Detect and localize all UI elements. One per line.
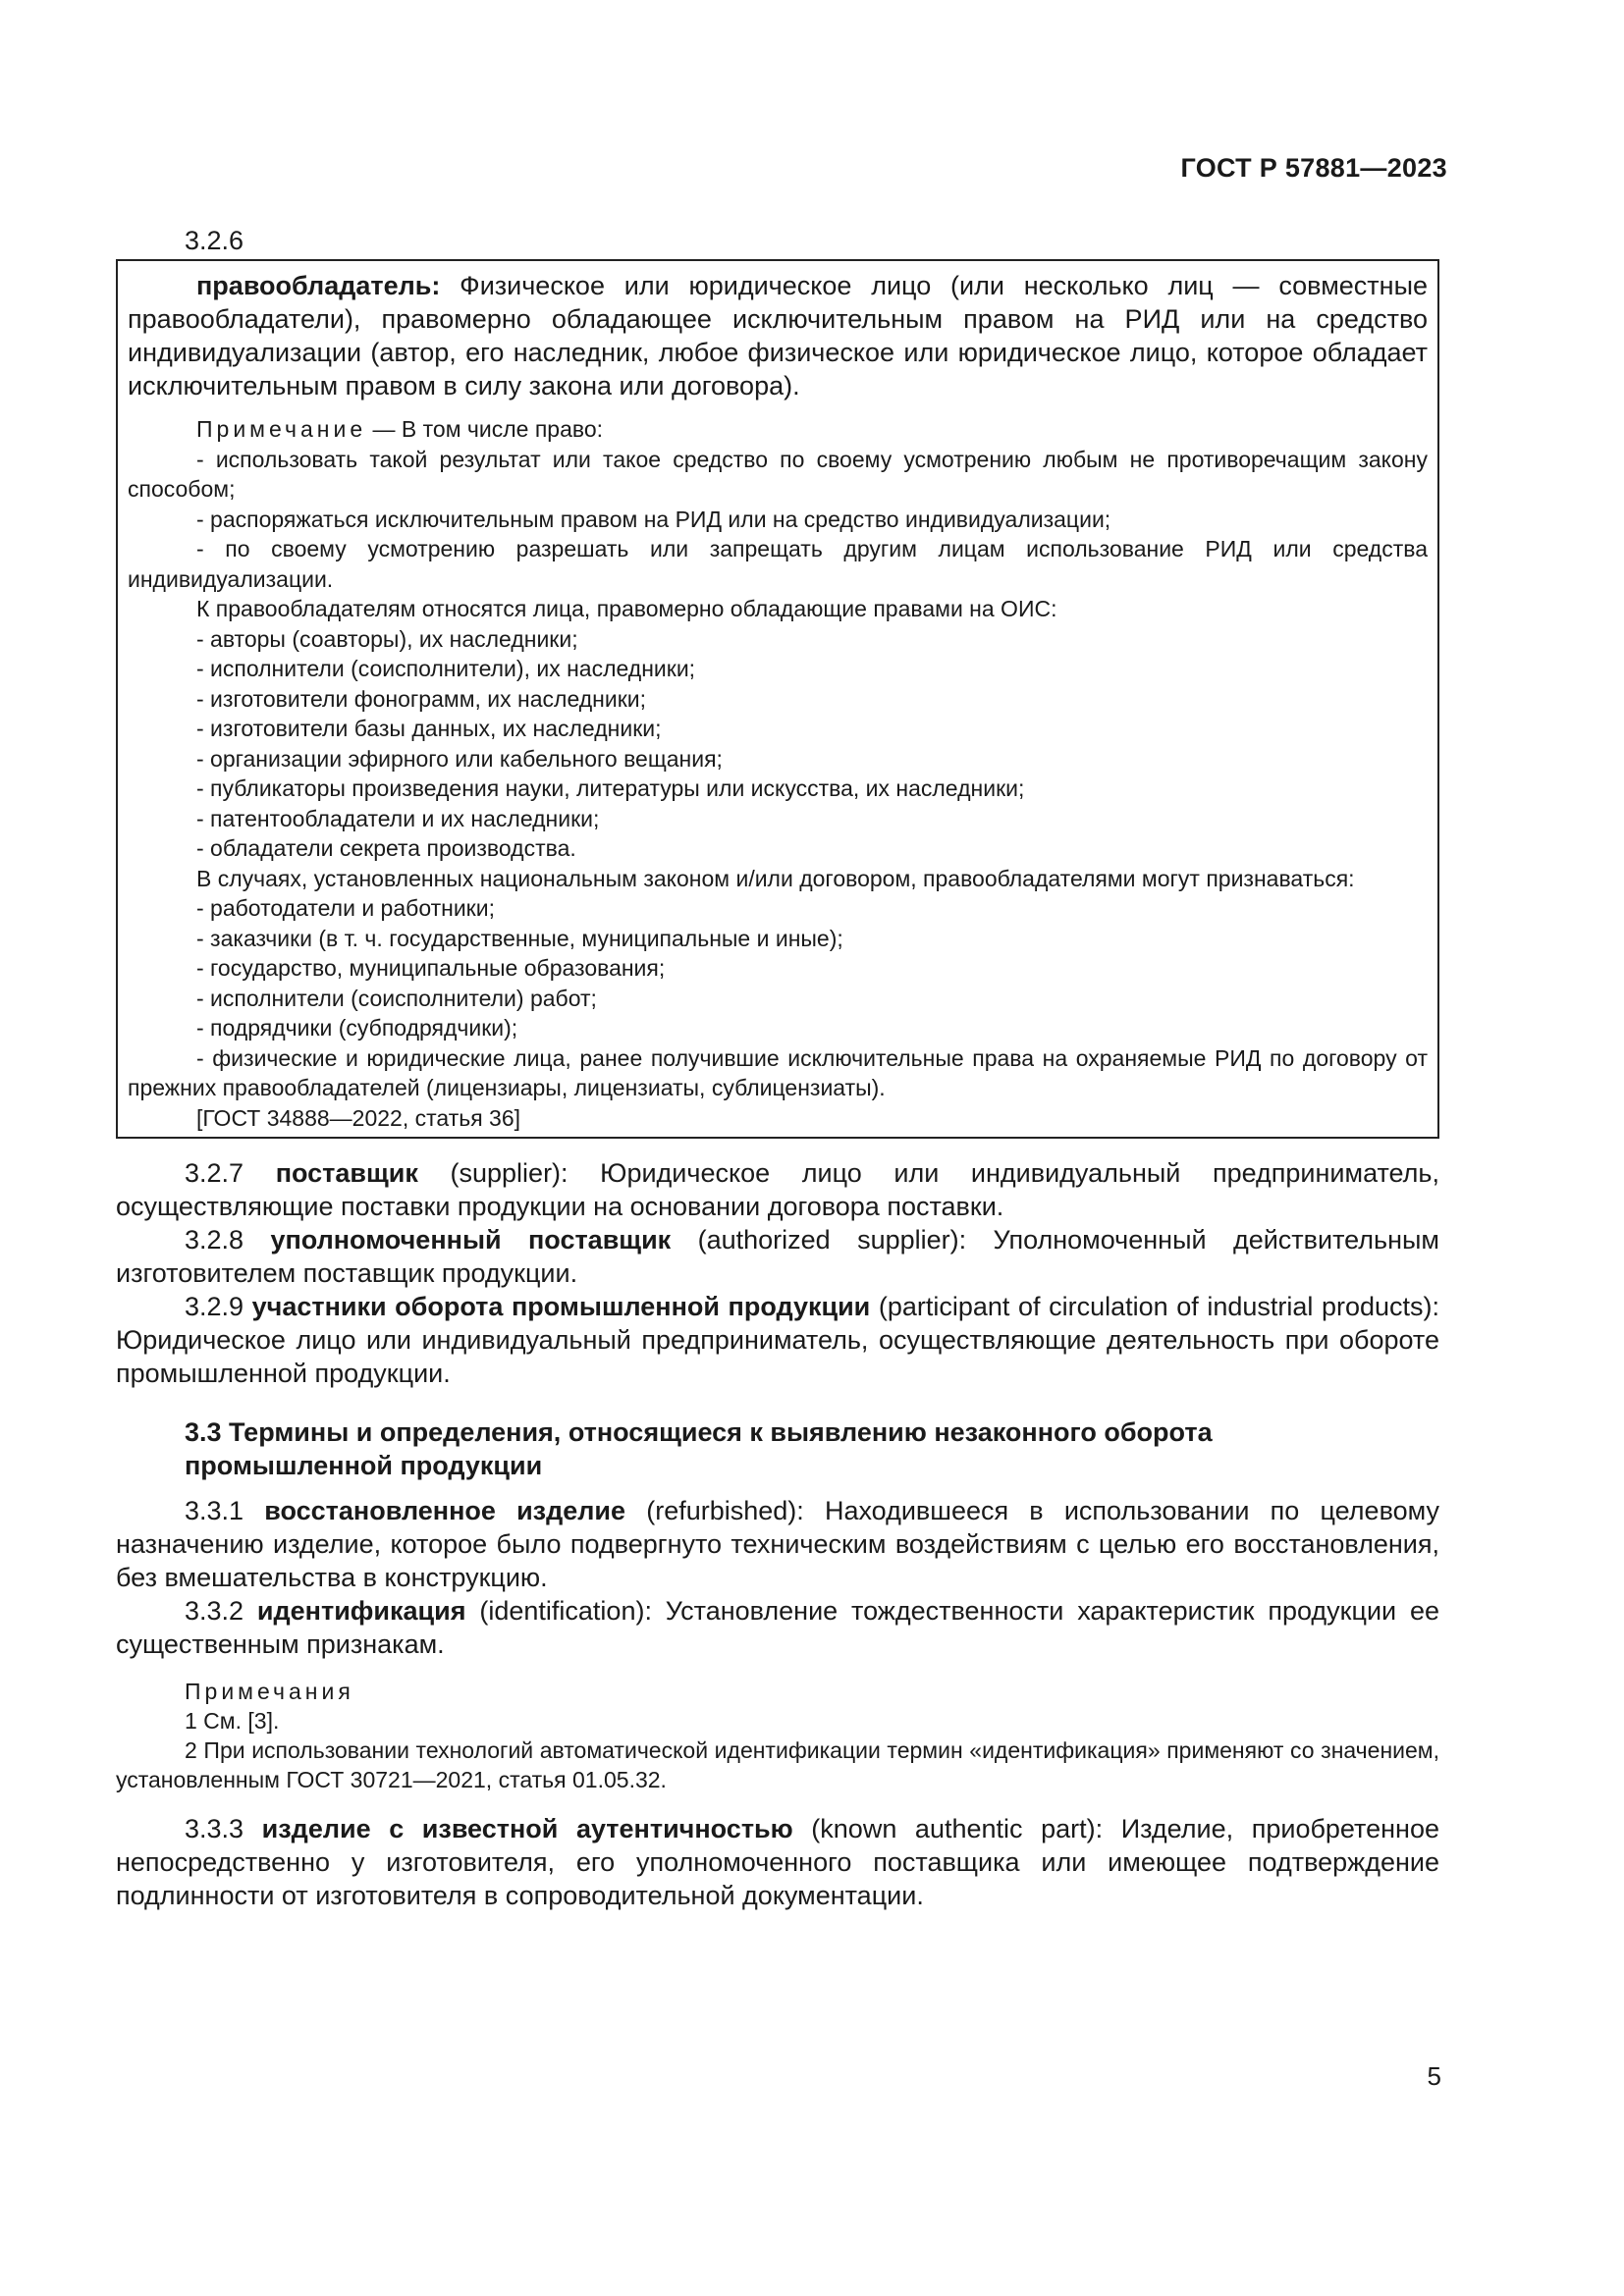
holders-item: - авторы (соавторы), их наследники; <box>196 625 578 652</box>
clause-definition: (supplier): Юридическое лицо или индивидуальный предприниматель, осуществляющие поставки продукции на основании договора поставки. <box>116 1158 1439 1221</box>
notes-3-3-2 <box>116 1677 1439 1794</box>
clause-definition: (identification): Установление тождественности характеристик продукции ее существенным признакам. <box>116 1596 1439 1659</box>
cases-item: - исполнители (соисполнители) работ; <box>196 985 597 1011</box>
clauses-3-2 <box>116 1156 1439 1390</box>
clause-number: 3.2.9 <box>185 1292 252 1321</box>
clause-number: 3.3.3 <box>185 1814 262 1843</box>
holders-item: - изготовители базы данных, их наследники; <box>196 716 662 741</box>
note-intro: — В том числе право: <box>366 416 604 442</box>
holders-item: - обладатели секрета производства. <box>196 835 576 861</box>
note-intro-line <box>128 414 1428 445</box>
term-pravoobladatel: правообладатель: <box>196 271 441 300</box>
clause-3-2-9 <box>116 1290 1439 1390</box>
holders-item: - организации эфирного или кабельного вещания; <box>196 745 723 772</box>
cases-item: - государство, муниципальные образования; <box>196 955 666 981</box>
cases-item: - заказчики (в т. ч. государственные, муниципальные и иные); <box>196 925 843 951</box>
note-block <box>128 414 1428 1133</box>
standard-header: ГОСТ Р 57881—2023 <box>1180 153 1447 183</box>
clause-term: идентификация <box>256 1596 466 1626</box>
rights-item: - использовать такой результат или такое средство по своему усмотрению любым не противоречащим закону способом; <box>128 446 1428 502</box>
clauses-3-3 <box>116 1494 1439 1661</box>
clause-term: изделие с известной аутентичностью <box>261 1814 793 1843</box>
clause-number: 3.3.2 <box>185 1596 257 1626</box>
clause-term: уполномоченный поставщик <box>270 1225 672 1255</box>
cases-item: - работодатели и работники; <box>196 895 495 921</box>
clause-term: поставщик <box>275 1158 418 1188</box>
clause-definition: (participant of circulation of industrial products): Юридическое лицо или индивидуальный предприниматель, осуществляющие деятельность при обороте промышленной продукции. <box>116 1292 1440 1388</box>
source-reference: [ГОСТ 34888—2022, статья 36] <box>196 1104 521 1131</box>
clause-number: 3.3.1 <box>185 1496 265 1525</box>
clause-3-3-3-block <box>116 1812 1439 1912</box>
notes-label: Примечания <box>185 1679 354 1704</box>
note-item: 2 При использовании технологий автоматической идентификации термин «идентификация» применяют со значением, установленным ГОСТ 30721—2021, статья 01.05.32. <box>116 1737 1439 1792</box>
clause-definition: (known authentic part): Изделие, приобретенное непосредственно у изготовителя, его уполномоченного поставщика или имеющее подтверждение подлинности от изготовителя в сопроводительной документации. <box>116 1814 1439 1910</box>
holders-item: - исполнители (соисполнители), их наследники; <box>196 656 696 681</box>
note-label: Примечание <box>196 416 367 442</box>
section-heading-line: 3.3 Термины и определения, относящиеся к выявлению незаконного оборота <box>185 1417 1213 1447</box>
cases-intro: В случаях, установленных национальным законом и/или договором, правообладателями могут признаваться: <box>196 865 1355 891</box>
section-heading-line: промышленной продукции <box>185 1451 543 1480</box>
rights-item: - распоряжаться исключительным правом на РИД или на средство индивидуализации; <box>196 506 1111 532</box>
definition-text: Физическое или юридическое лицо (или несколько лиц — совместные правообладатели), правомерно обладающее исключительным правом на РИД или на средство индивидуализации (автор, его наследник, любое физическое или юридическое лицо, которое обладает исключительным правом в силу закона или договора). <box>128 271 1428 400</box>
holders-item: - публикаторы произведения науки, литературы или искусства, их наследники; <box>196 775 1025 801</box>
clause-3-2-8 <box>116 1223 1439 1290</box>
holders-item: - изготовители фонограмм, их наследники; <box>196 685 647 712</box>
clause-3-3-3 <box>116 1812 1439 1912</box>
holders-intro: К правообладателям относятся лица, правомерно обладающие правами на ОИС: <box>196 596 1057 621</box>
clause-3-3-2 <box>116 1594 1439 1661</box>
section-heading-3-3 <box>185 1415 1439 1482</box>
cases-item: - подрядчики (субподрядчики); <box>196 1015 518 1041</box>
clause-number: 3.2.7 <box>185 1158 276 1188</box>
clause-3-2-7 <box>116 1156 1439 1223</box>
clause-term: участники оборота промышленной продукции <box>251 1292 871 1321</box>
clause-3-3-1 <box>116 1494 1439 1594</box>
clause-number: 3.2.8 <box>185 1225 271 1255</box>
clause-number-3-2-6: 3.2.6 <box>185 226 244 255</box>
note-item: 1 См. [3]. <box>185 1708 280 1734</box>
definition-box-3-2-6 <box>116 259 1439 1139</box>
definition-paragraph <box>128 269 1428 402</box>
cases-item: - физические и юридические лица, ранее получившие исключительные права на охраняемые РИД по договору от прежних правообладателей (лицензиары, лицензиаты, сублицензиаты). <box>128 1044 1428 1100</box>
clause-definition: (authorized supplier): Уполномоченный действительным изготовителем поставщик продукции. <box>116 1225 1439 1288</box>
page-number: 5 <box>1427 2061 1441 2091</box>
clause-definition: (refurbished): Находившееся в использовании по целевому назначению изделие, которое было подвергнуто техническим воздействиям с целью его восстановления, без вмешательства в конструкцию. <box>116 1496 1439 1592</box>
holders-item: - патентообладатели и их наследники; <box>196 805 600 831</box>
page-content <box>116 224 1439 1912</box>
rights-item: - по своему усмотрению разрешать или запрещать другим лицам использование РИД или средства индивидуализации. <box>128 536 1428 592</box>
clause-term: восстановленное изделие <box>264 1496 626 1525</box>
